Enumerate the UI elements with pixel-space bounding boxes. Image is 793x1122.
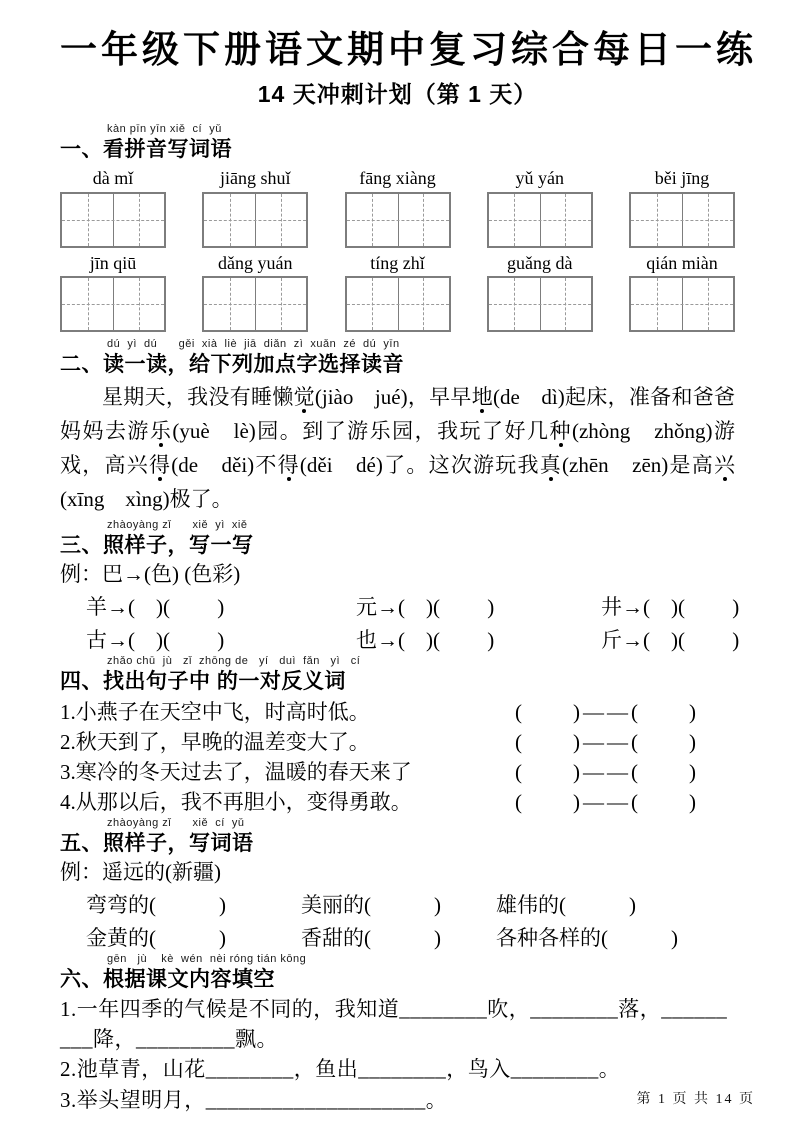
- grid-dashed-quarterline: [139, 194, 140, 246]
- word-build-cell: 斤→( )( ): [601, 628, 740, 653]
- passage-text: (jiào jué)，早早: [314, 384, 472, 409]
- antonym-item: [60, 789, 735, 815]
- antonym-item: [60, 699, 735, 725]
- character-writing-grid: [487, 192, 593, 248]
- character-writing-grid: [345, 276, 451, 332]
- grid-dashed-quarterline: [372, 278, 373, 330]
- grid-dashed-quarterline: [88, 278, 89, 330]
- grid-dashed-midline: [631, 220, 733, 221]
- fill-blank-line: 3.举头望明月，____________________。: [60, 1087, 448, 1112]
- phrase-fill-row: [60, 925, 735, 951]
- antonym-answer-blanks: ( )——( ): [515, 729, 699, 754]
- grid-dashed-quarterline: [423, 278, 424, 330]
- pinyin-word-column: [345, 253, 451, 333]
- passage-text: (yuè lè)园。到了游乐园，我玩了好几: [172, 418, 550, 443]
- section-four: [60, 656, 735, 694]
- pinyin-grid-row-2: [60, 253, 735, 333]
- grid-dashed-quarterline: [230, 278, 231, 330]
- phrase-fill-cell: 各种各样的( ): [496, 926, 678, 951]
- emphasis-dotted-char: 觉: [293, 384, 315, 409]
- grid-dashed-midline: [347, 304, 449, 305]
- emphasis-dotted-char: 种: [549, 418, 572, 443]
- grid-dashed-midline: [347, 220, 449, 221]
- page-title: 一年级下册语文期中复习综合每日一练: [60, 29, 757, 70]
- pinyin-word-label: fāng xiàng: [359, 168, 436, 189]
- page-subtitle: 14 天冲刺计划（第 1 天）: [257, 81, 538, 108]
- pinyin-word-column: [487, 253, 593, 333]
- antonym-answer-blanks: ( )——( ): [515, 760, 699, 785]
- section-five: [60, 818, 735, 856]
- grid-dashed-quarterline: [281, 278, 282, 330]
- pinyin-word-label: jīn qiū: [89, 252, 137, 273]
- section-six-pinyin-hint: gēn jù kè wén nèi róng tián kōng: [107, 952, 307, 965]
- grid-dashed-midline: [489, 304, 591, 305]
- grid-dashed-quarterline: [88, 194, 89, 246]
- passage-text: (xīng xìng)极了。: [60, 486, 233, 511]
- section-six: [60, 954, 735, 992]
- grid-dashed-midline: [489, 220, 591, 221]
- pinyin-word-label: tíng zhǐ: [370, 252, 425, 273]
- fill-blank-line: ___降，_________飘。: [60, 1027, 278, 1052]
- section-three: [60, 520, 735, 558]
- pinyin-word-column: [202, 253, 308, 333]
- section-three-pinyin-hint: zhàoyàng zǐ xiě yì xiě: [107, 518, 248, 531]
- section-one-heading: 一、看拼音写词语: [60, 137, 232, 161]
- emphasis-dotted-char: 得: [277, 452, 300, 477]
- passage-text: (de dì)起床，准备和爸爸妈妈去游: [60, 384, 736, 443]
- pinyin-word-column: [629, 253, 735, 333]
- character-writing-grid: [202, 192, 308, 248]
- grid-dashed-midline: [631, 304, 733, 305]
- phrase-fill-cell: 雄伟的( ): [496, 893, 636, 918]
- grid-dashed-quarterline: [423, 194, 424, 246]
- emphasis-dotted-char: 地: [471, 384, 494, 409]
- section-one: [60, 124, 735, 162]
- phrase-fill-cell: 弯弯的( ): [86, 893, 226, 918]
- page-number-footer: 第 1 页 共 14 页: [636, 1092, 755, 1107]
- pinyin-word-column: [487, 168, 593, 248]
- grid-dashed-midline: [204, 220, 306, 221]
- antonym-sentence: 4.从那以后，我不再胆小，变得勇敢。: [60, 790, 412, 815]
- word-build-cell: 井→( )( ): [601, 594, 740, 619]
- word-build-cell: 古→( )( ): [86, 628, 225, 653]
- pinyin-word-column: [345, 168, 451, 248]
- section-two-pinyin-hint: dú yì dú gěi xià liè jiā diǎn zì xuǎn zé dú yīn: [107, 338, 400, 351]
- word-build-cell: 羊→( )( ): [86, 594, 225, 619]
- antonym-item: [60, 759, 735, 785]
- phrase-fill-cell: 香甜的( ): [301, 926, 441, 951]
- word-build-cell: 元→( )( ): [356, 594, 495, 619]
- fill-blank-line: 1.一年四季的气候是不同的，我知道________吹，________落，______: [60, 996, 728, 1021]
- section-five-heading: 五、照样子，写词语: [60, 831, 254, 855]
- antonym-answer-blanks: ( )——( ): [515, 699, 699, 724]
- character-writing-grid: [629, 192, 735, 248]
- emphasis-dotted-char: 乐: [149, 418, 173, 443]
- antonym-answer-blanks: ( )——( ): [515, 790, 699, 815]
- passage-text: (děi dé)了。这次游玩我: [299, 452, 540, 477]
- character-writing-grid: [345, 192, 451, 248]
- pinyin-word-label: yǔ yán: [515, 168, 564, 189]
- grid-dashed-quarterline: [139, 278, 140, 330]
- character-writing-grid: [629, 276, 735, 332]
- pinyin-word-label: qián miàn: [646, 252, 718, 273]
- grid-dashed-quarterline: [565, 194, 566, 246]
- antonym-sentence: 2.秋天到了，早晚的温差变大了。: [60, 729, 370, 754]
- pinyin-grid-row-1: [60, 168, 735, 248]
- word-build-cell: 也→( )( ): [356, 628, 495, 653]
- emphasis-dotted-char: 真: [539, 452, 563, 477]
- grid-dashed-quarterline: [281, 194, 282, 246]
- character-writing-grid: [60, 276, 166, 332]
- section-five-example: 例：遥远的(新疆): [60, 859, 221, 884]
- pinyin-word-column: [629, 168, 735, 248]
- antonym-sentence: 1.小燕子在天空中飞，时高时低。: [60, 699, 370, 724]
- passage-text: (zhēn zēn)是高: [562, 452, 715, 477]
- grid-dashed-quarterline: [372, 194, 373, 246]
- emphasis-dotted-char: 得: [148, 452, 172, 477]
- word-build-row: [60, 594, 740, 620]
- phrase-fill-cell: 金黄的( ): [86, 926, 226, 951]
- fill-blank-line: 2.池草青，山花________，鱼出________，鸟入________。: [60, 1057, 621, 1082]
- grid-dashed-quarterline: [514, 278, 515, 330]
- passage-text: (zhòng zhǒng)游戏，高兴: [60, 418, 736, 477]
- section-six-heading: 六、根据课文内容填空: [60, 967, 275, 991]
- grid-dashed-quarterline: [514, 194, 515, 246]
- character-writing-grid: [487, 276, 593, 332]
- pinyin-word-label: jiāng shuǐ: [220, 168, 291, 189]
- pinyin-word-column: [202, 168, 308, 248]
- pinyin-word-label: dǎng yuán: [218, 252, 293, 273]
- grid-dashed-quarterline: [230, 194, 231, 246]
- character-writing-grid: [60, 192, 166, 248]
- section-two-heading: 二、读一读，给下列加点字选择读音: [60, 353, 404, 377]
- grid-dashed-quarterline: [657, 194, 658, 246]
- phrase-fill-row: [60, 892, 735, 918]
- antonym-item: [60, 729, 735, 755]
- grid-dashed-quarterline: [657, 278, 658, 330]
- pinyin-word-label: guǎng dà: [507, 252, 573, 273]
- section-five-pinyin-hint: zhàoyàng zǐ xiě cí yǔ: [107, 816, 245, 829]
- section-four-heading: 四、找出句子中 的一对反义词: [60, 670, 346, 694]
- grid-dashed-midline: [204, 304, 306, 305]
- antonym-sentence: 3.寒冷的冬天过去了，温暖的春天来了: [60, 760, 412, 785]
- emphasis-dotted-char: 兴: [714, 452, 736, 477]
- section-three-example: 例：巴→(色) (色彩): [60, 561, 241, 586]
- pinyin-word-label: běi jīng: [654, 168, 710, 189]
- section-four-pinyin-hint: zhǎo chū jù zǐ zhōng de yí duì fǎn yì cí: [107, 655, 361, 668]
- section-three-heading: 三、照样子，写一写: [60, 533, 254, 557]
- section-one-pinyin-hint: kàn pīn yīn xiě cí yǔ: [107, 122, 222, 135]
- pinyin-word-column: [60, 253, 166, 333]
- word-build-row: [60, 627, 740, 653]
- passage-text: (de děi)不: [171, 452, 278, 477]
- pinyin-word-column: [60, 168, 166, 248]
- section-two: [60, 339, 735, 377]
- reading-passage: [60, 380, 735, 516]
- passage-text: 星期天，我没有睡懒: [102, 384, 294, 409]
- character-writing-grid: [202, 276, 308, 332]
- phrase-fill-cell: 美丽的( ): [301, 893, 441, 918]
- grid-dashed-quarterline: [708, 278, 709, 330]
- grid-dashed-quarterline: [565, 278, 566, 330]
- pinyin-word-label: dà mǐ: [92, 168, 134, 189]
- grid-dashed-midline: [62, 304, 164, 305]
- grid-dashed-quarterline: [708, 194, 709, 246]
- grid-dashed-midline: [62, 220, 164, 221]
